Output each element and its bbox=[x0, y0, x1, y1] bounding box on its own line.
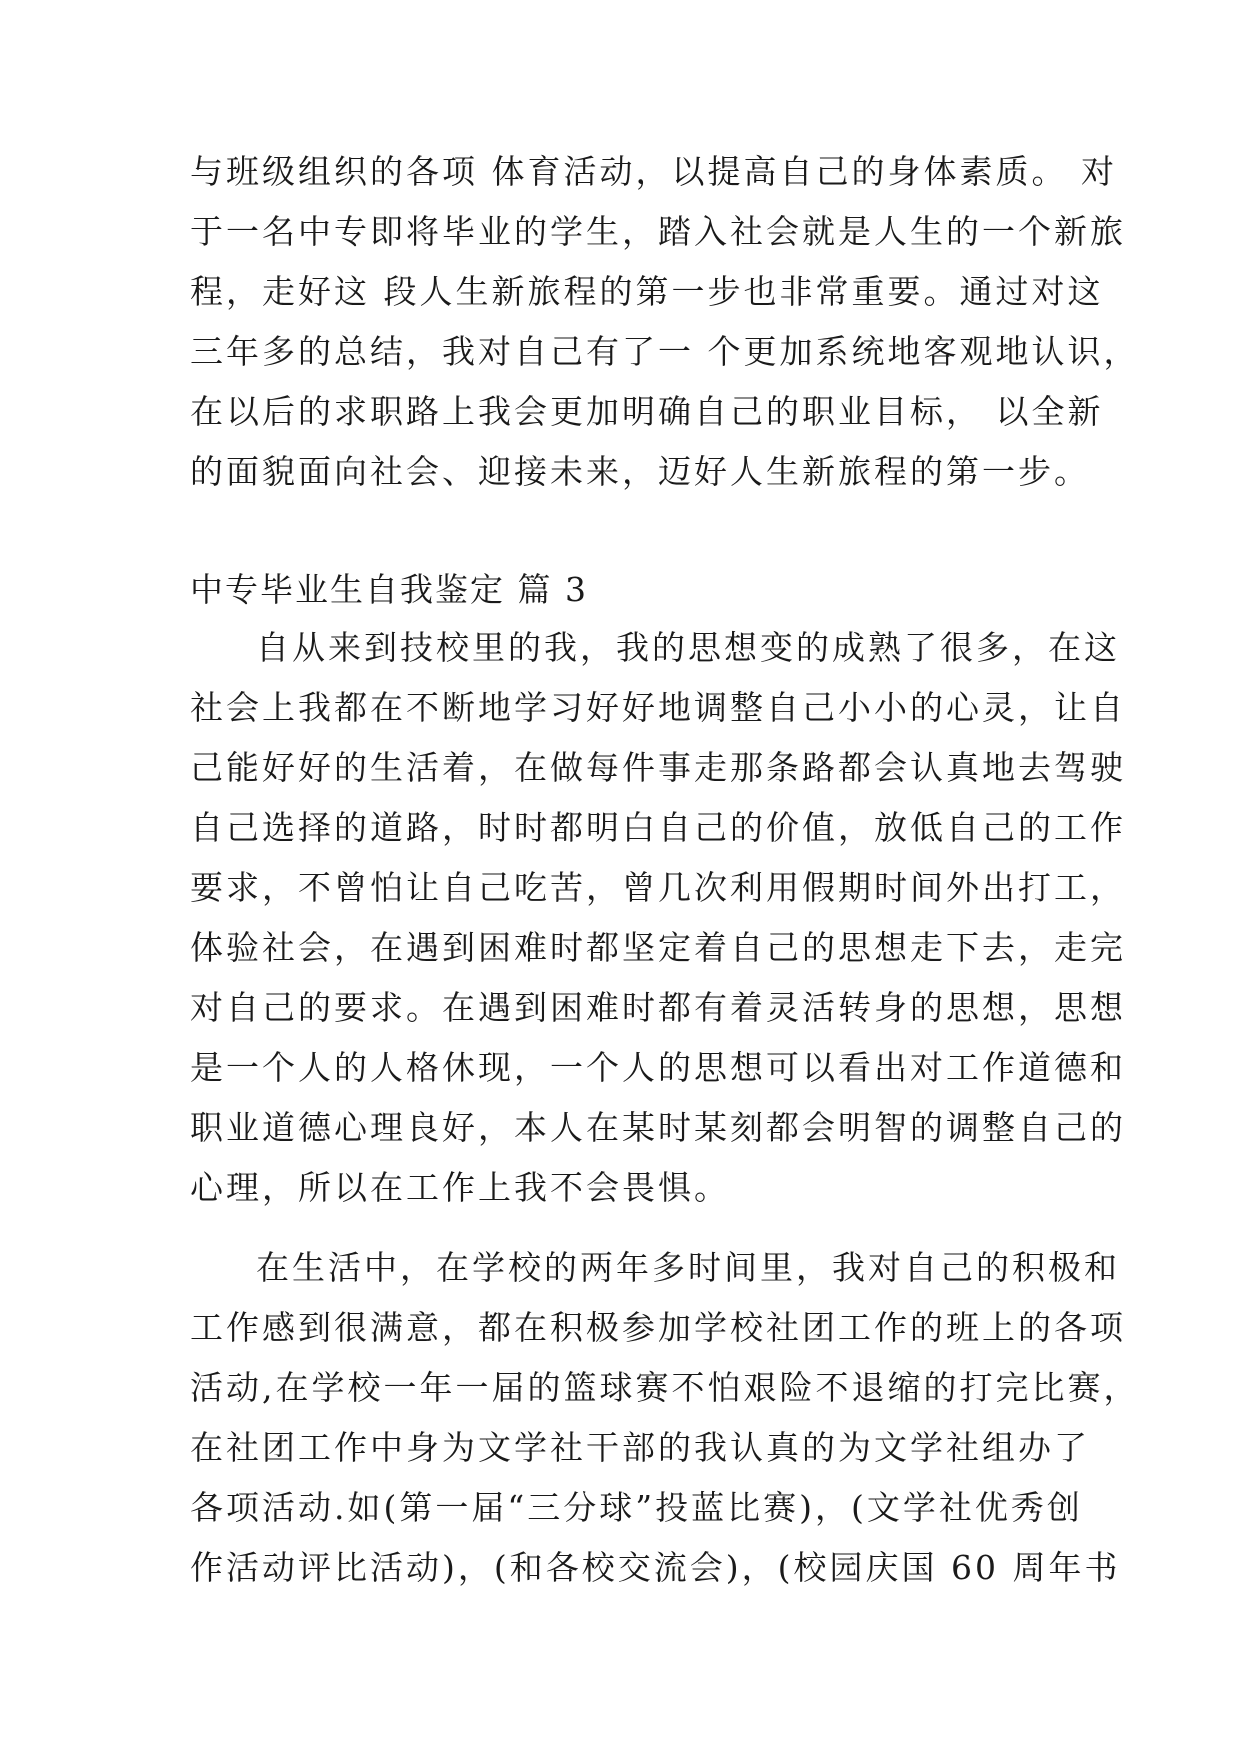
text-line: 对自己的要求。在遇到困难时都有着灵活转身的思想，思想 bbox=[190, 988, 1126, 1027]
section-heading: 中专毕业生自我鉴定 篇 3 bbox=[190, 570, 588, 609]
text-line: 工作感到很满意，都在积极参加学校社团工作的班上的各项 bbox=[190, 1308, 1126, 1347]
text-line: 各项活动.如(第一届“三分球”投蓝比赛)，(文学社优秀创 bbox=[190, 1488, 1083, 1527]
text-line: 程，走好这 段人生新旅程的第一步也非常重要。通过对这 bbox=[190, 272, 1104, 311]
text-line: 社会上我都在不断地学习好好地调整自己小小的心灵，让自 bbox=[190, 688, 1126, 727]
text-line: 自己选择的道路，时时都明白自己的价值，放低自己的工作 bbox=[190, 808, 1126, 847]
text-line: 心理，所以在工作上我不会畏惧。 bbox=[190, 1168, 730, 1207]
text-line: 职业道德心理良好，本人在某时某刻都会明智的调整自己的 bbox=[190, 1108, 1126, 1147]
text-line: 体验社会，在遇到困难时都坚定着自己的思想走下去，走完 bbox=[190, 928, 1126, 967]
text-line: 自从来到技校里的我，我的思想变的成熟了很多，在这 bbox=[256, 628, 1120, 667]
text-line: 在生活中，在学校的两年多时间里，我对自己的积极和 bbox=[256, 1248, 1120, 1287]
text-line: 是一个人的人格休现，一个人的思想可以看出对工作道德和 bbox=[190, 1048, 1126, 1087]
text-line: 在以后的求职路上我会更加明确自己的职业目标， 以全新 bbox=[190, 392, 1104, 431]
text-line: 活动,在学校一年一届的篮球赛不怕艰险不退缩的打完比赛， bbox=[190, 1368, 1140, 1407]
text-line: 与班级组织的各项 体育活动，以提高自己的身体素质。 对 bbox=[190, 152, 1117, 191]
text-line: 作活动评比活动)，(和各校交流会)，(校园庆国 60 周年书 bbox=[190, 1548, 1121, 1587]
text-line: 要求，不曾怕让自己吃苦，曾几次利用假期时间外出打工， bbox=[190, 868, 1126, 907]
text-line: 在社团工作中身为文学社干部的我认真的为文学社组办了 bbox=[190, 1428, 1090, 1467]
text-line: 的面貌面向社会、迎接未来，迈好人生新旅程的第一步。 bbox=[190, 452, 1090, 491]
text-line: 于一名中专即将毕业的学生，踏入社会就是人生的一个新旅 bbox=[190, 212, 1126, 251]
text-line: 三年多的总结，我对自己有了一 个更加系统地客观地认识， bbox=[190, 332, 1140, 371]
text-line: 己能好好的生活着，在做每件事走那条路都会认真地去驾驶 bbox=[190, 748, 1126, 787]
